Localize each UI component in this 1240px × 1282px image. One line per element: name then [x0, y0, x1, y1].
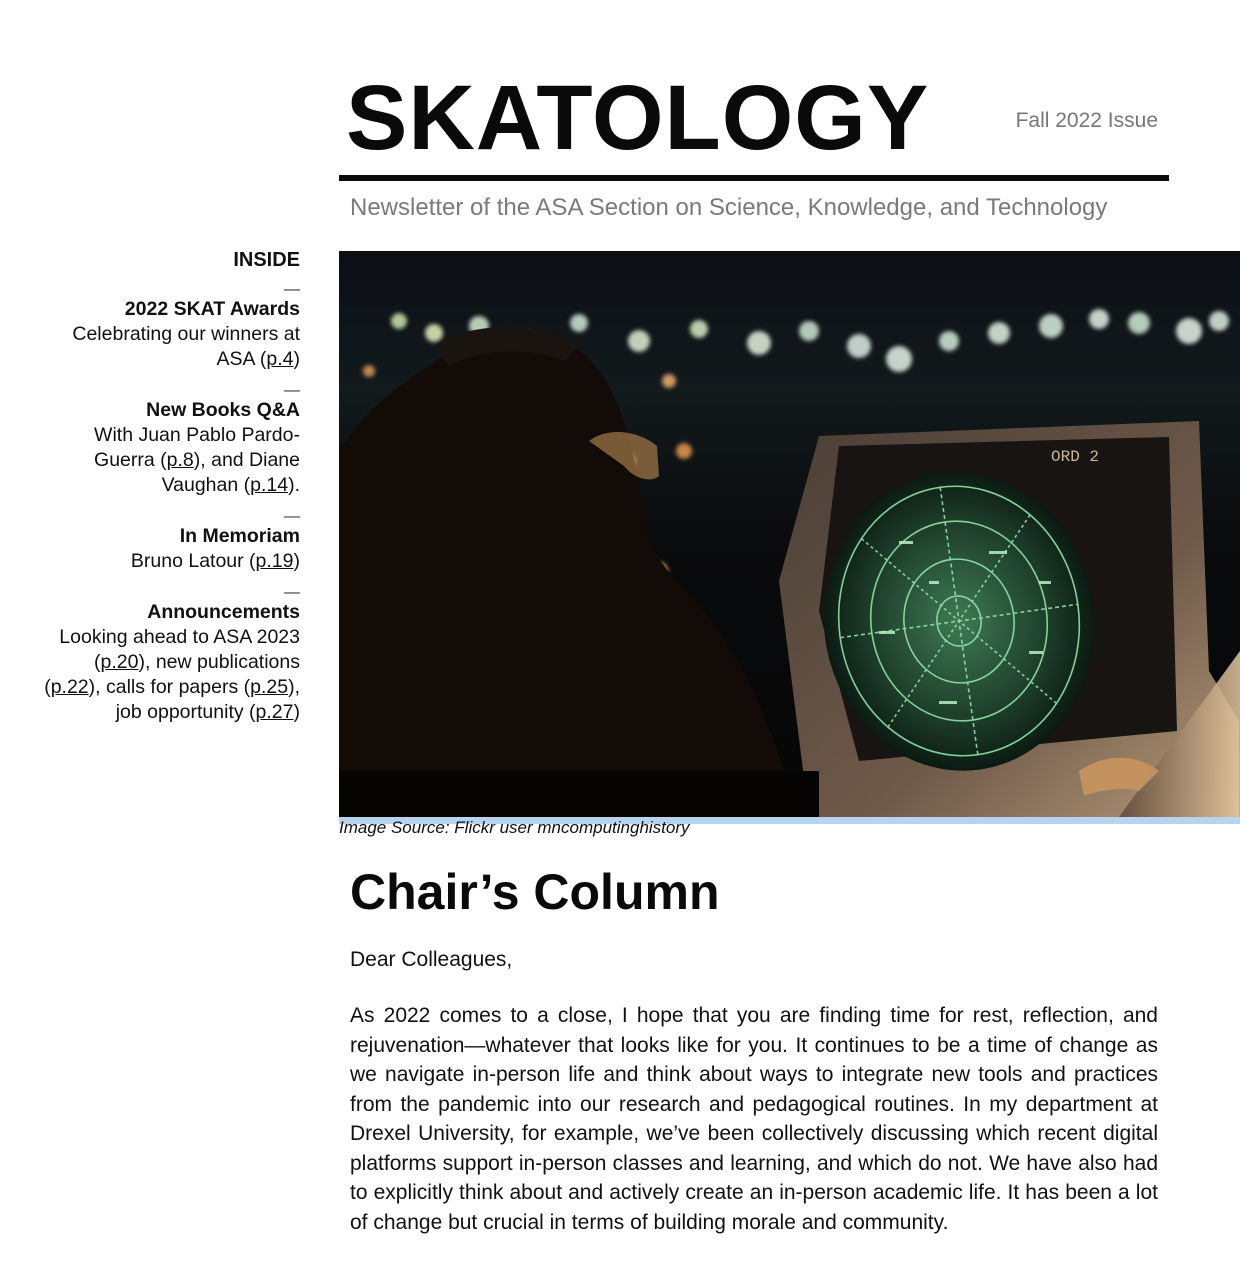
- body-paragraph: As 2022 comes to a close, I hope that you are finding time for rest, reflection, and rejuvenation—whatever that looks like for you. It continues to be a time of change as we navigate in-person life and think about ways to integrate new tools and practices from the pandemic into our research and pedagogical routines. In my department at Drexel University, for example, we’ve been collectively discussing which recent digital platforms support in-person classes and learning, and which do not. We have also had to explicitly think about and actively create an in-person academic life. It has been a lot of change but crucial in terms of building morale and community.: [350, 1004, 1158, 1234]
- toc-item: [40, 384, 300, 498]
- toc-item-title: 2022 SKAT Awards: [124, 298, 300, 320]
- newsletter-subtitle: Newsletter of the ASA Section on Science, Knowledge, and Technology: [350, 194, 1108, 221]
- toc-divider: —: [284, 281, 300, 298]
- toc-item-text: ): [293, 348, 300, 370]
- issue-label: Fall 2022 Issue: [1015, 109, 1158, 132]
- toc-item-description: [40, 423, 300, 498]
- toc-divider: —: [284, 382, 300, 399]
- page-reference-link[interactable]: p.20: [100, 651, 139, 673]
- toc-item-text: Bruno Latour (: [130, 550, 256, 572]
- salutation: Dear Colleagues,: [350, 948, 513, 971]
- table-of-contents: [40, 283, 300, 725]
- masthead-divider: [339, 175, 1169, 181]
- toc-item-text: Looking ahead to ASA 2023 (: [59, 626, 300, 673]
- toc-item-text: ), and Diane Vaughan (: [161, 449, 300, 496]
- toc-item-description: [40, 322, 300, 372]
- toc-divider: —: [284, 508, 300, 525]
- toc-item: [40, 586, 300, 725]
- screen-label: ORD 2: [1051, 448, 1100, 466]
- toc-item-description: [40, 625, 300, 725]
- page-reference-link[interactable]: p.4: [266, 348, 294, 370]
- toc-item-description: [40, 549, 300, 574]
- toc-item-text: ): [293, 550, 300, 572]
- page-reference-link[interactable]: p.25: [250, 676, 289, 698]
- inside-sidebar: [40, 248, 300, 737]
- toc-item: [40, 510, 300, 574]
- toc-item: [40, 283, 300, 372]
- toc-item-text: Celebrating our winners at ASA (: [72, 323, 300, 370]
- sidebar-heading: INSIDE: [233, 249, 300, 271]
- toc-item-text: With Juan Pablo Pardo-Guerra (: [94, 424, 300, 471]
- page-reference-link[interactable]: p.19: [255, 550, 294, 572]
- page-reference-link[interactable]: p.22: [50, 676, 89, 698]
- toc-item-text: ): [293, 701, 300, 723]
- toc-item-title: Announcements: [147, 601, 300, 623]
- toc-item-title: In Memoriam: [179, 525, 300, 547]
- toc-item-title: New Books Q&A: [146, 399, 300, 421]
- page-reference-link[interactable]: p.8: [166, 449, 194, 471]
- page-reference-link[interactable]: p.14: [250, 474, 289, 496]
- toc-item-text: ), calls for papers (: [88, 676, 251, 698]
- toc-item-text: ), job opportunity (: [115, 676, 300, 723]
- page-reference-link[interactable]: p.27: [255, 701, 294, 723]
- toc-divider: —: [284, 584, 300, 601]
- section-heading: Chair’s Column: [350, 864, 720, 920]
- toc-item-text: ).: [288, 474, 300, 496]
- newsletter-title: SKATOLOGY: [346, 67, 930, 169]
- cover-photo: [339, 251, 1240, 817]
- photo-caption: Image Source: Flickr user mncomputinghistory: [339, 818, 690, 837]
- toc-item-text: ), new publications (: [44, 651, 300, 698]
